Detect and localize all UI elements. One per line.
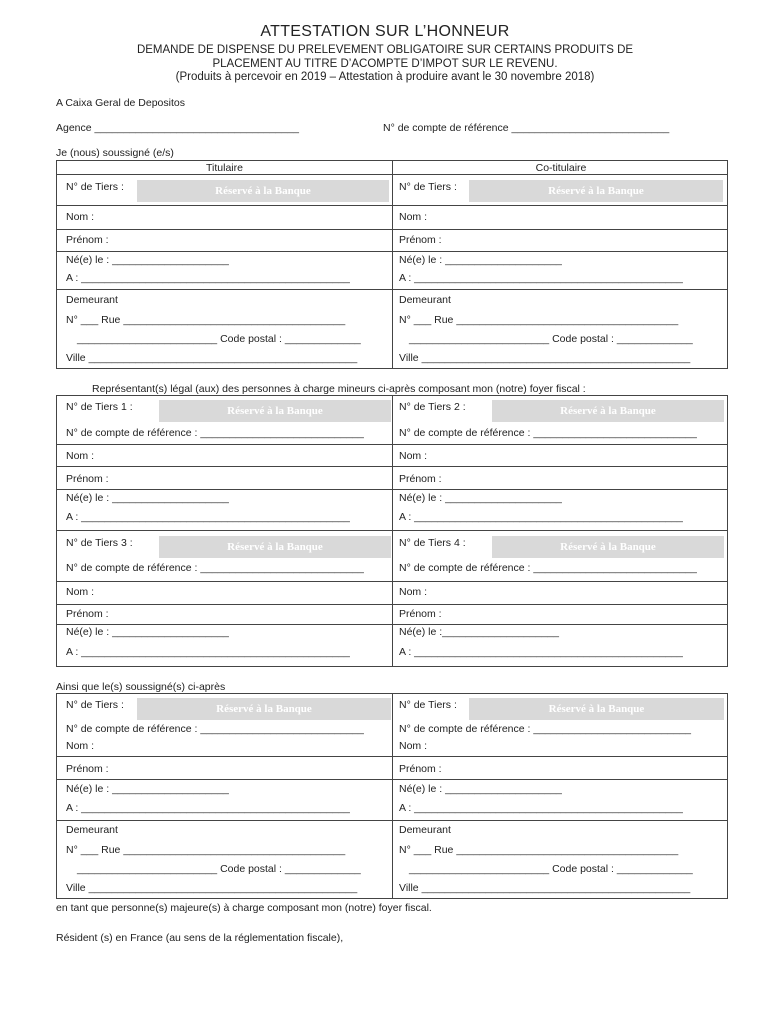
tiers-3-label: N° de Tiers 3 : bbox=[66, 537, 133, 549]
cosignatory-code-postal[interactable]: ________________________ Code postal : _____________ bbox=[409, 863, 693, 875]
tiers-1-birthdate[interactable]: Né(e) le : ____________________ bbox=[66, 492, 229, 504]
signatory-reserved-box: Réservé à la Banque bbox=[137, 698, 391, 720]
tiers-3-prenom[interactable]: Prénom : bbox=[66, 608, 109, 620]
titulaire-rue[interactable]: N° ___ Rue ______________________________________ bbox=[66, 314, 346, 326]
signatory-account[interactable]: N° de compte de référence : ____________________________ bbox=[66, 723, 364, 735]
signatory-demeurant: Demeurant bbox=[66, 824, 118, 836]
tiers-1-prenom[interactable]: Prénom : bbox=[66, 473, 109, 485]
titulaire-birthplace[interactable]: A : ______________________________________________ bbox=[66, 272, 350, 284]
cotitulaire-demeurant: Demeurant bbox=[399, 294, 451, 306]
holders-table bbox=[56, 160, 728, 369]
titulaire-code-postal[interactable]: ________________________ Code postal : _____________ bbox=[77, 333, 361, 345]
titulaire-birthdate[interactable]: Né(e) le : ____________________ bbox=[66, 254, 229, 266]
cotitulaire-ville[interactable]: Ville ______________________________________________ bbox=[399, 352, 691, 364]
cosignatory-birthdate[interactable]: Né(e) le : ____________________ bbox=[399, 783, 562, 795]
cotitulaire-rue[interactable]: N° ___ Rue ______________________________________ bbox=[399, 314, 679, 326]
cotitulaire-tiers-label: N° de Tiers : bbox=[399, 181, 457, 193]
tiers-3-birthdate[interactable]: Né(e) le : ____________________ bbox=[66, 626, 229, 638]
tiers-4-birthplace[interactable]: A : ______________________________________________ bbox=[399, 646, 683, 658]
tiers-2-birthdate[interactable]: Né(e) le : ____________________ bbox=[399, 492, 562, 504]
cosignatory-prenom[interactable]: Prénom : bbox=[399, 763, 442, 775]
tiers-4-prenom[interactable]: Prénom : bbox=[399, 608, 442, 620]
tiers-4-nom[interactable]: Nom : bbox=[399, 586, 428, 598]
tiers-4-birthdate[interactable]: Né(e) le :____________________ bbox=[399, 626, 559, 638]
signatory-birthplace[interactable]: A : ______________________________________________ bbox=[66, 802, 350, 814]
subtitle-line-2: PLACEMENT AU TITRE D’ACOMPTE D’IMPOT SUR LE REVENU. bbox=[212, 58, 558, 70]
document-title: ATTESTATION SUR L’HONNEUR bbox=[260, 23, 510, 40]
signatory-prenom[interactable]: Prénom : bbox=[66, 763, 109, 775]
signatory-birthdate[interactable]: Né(e) le : ____________________ bbox=[66, 783, 229, 795]
signatory-ville[interactable]: Ville ______________________________________________ bbox=[66, 882, 358, 894]
majeures-statement: en tant que personne(s) majeure(s) à charge composant mon (notre) foyer fiscal. bbox=[56, 902, 432, 914]
tiers-1-account[interactable]: N° de compte de référence : ____________________________ bbox=[66, 427, 364, 439]
tiers-1-label: N° de Tiers 1 : bbox=[66, 401, 133, 413]
cotitulaire-birthplace[interactable]: A : ______________________________________________ bbox=[399, 272, 683, 284]
tiers-3-account[interactable]: N° de compte de référence : ____________________________ bbox=[66, 562, 364, 574]
soussigne-label: Je (nous) soussigné (e/s) bbox=[56, 147, 174, 159]
signatories-table bbox=[56, 693, 728, 899]
cotitulaire-prenom[interactable]: Prénom : bbox=[399, 234, 442, 246]
tiers-2-nom[interactable]: Nom : bbox=[399, 450, 428, 462]
titulaire-nom[interactable]: Nom : bbox=[66, 211, 95, 223]
titulaire-prenom[interactable]: Prénom : bbox=[66, 234, 109, 246]
signatory-tiers-label: N° de Tiers : bbox=[66, 699, 124, 711]
bank-name: A Caixa Geral de Depositos bbox=[56, 97, 185, 109]
cosignatory-nom[interactable]: Nom : bbox=[399, 740, 428, 752]
signatory-code-postal[interactable]: ________________________ Code postal : _____________ bbox=[77, 863, 361, 875]
ainsi-label: Ainsi que le(s) soussigné(s) ci-après bbox=[56, 681, 226, 693]
cosignatory-account[interactable]: N° de compte de référence : ___________________________ bbox=[399, 723, 692, 735]
tiers-1-birthplace[interactable]: A : ______________________________________________ bbox=[66, 511, 350, 523]
subtitle-line-3: (Produits à percevoir en 2019 – Attestation à produire avant le 30 novembre 2018) bbox=[175, 71, 595, 83]
cosignatory-birthplace[interactable]: A : ______________________________________________ bbox=[399, 802, 683, 814]
tiers-2-label: N° de Tiers 2 : bbox=[399, 401, 466, 413]
cosignatory-reserved-box: Réservé à la Banque bbox=[469, 698, 724, 720]
representants-label: Représentant(s) légal (aux) des personnes à charge mineurs ci-après composant mon (notre) foyer fiscal : bbox=[92, 383, 586, 395]
cosignatory-ville[interactable]: Ville ______________________________________________ bbox=[399, 882, 691, 894]
tiers-2-birthplace[interactable]: A : ______________________________________________ bbox=[399, 511, 683, 523]
tiers-3-birthplace[interactable]: A : ______________________________________________ bbox=[66, 646, 350, 658]
titulaire-tiers-label: N° de Tiers : bbox=[66, 181, 124, 193]
reference-account-field[interactable]: N° de compte de référence ___________________________ bbox=[383, 122, 670, 134]
tiers-3-nom[interactable]: Nom : bbox=[66, 586, 95, 598]
tiers-2-account[interactable]: N° de compte de référence : ____________________________ bbox=[399, 427, 697, 439]
tiers-3-reserved-box: Réservé à la Banque bbox=[159, 536, 391, 558]
titulaire-reserved-box: Réservé à la Banque bbox=[137, 180, 389, 202]
titulaire-header: Titulaire bbox=[206, 162, 243, 174]
signatory-nom[interactable]: Nom : bbox=[66, 740, 95, 752]
tiers-4-account[interactable]: N° de compte de référence : ____________________________ bbox=[399, 562, 697, 574]
subtitle-line-1: DEMANDE DE DISPENSE DU PRELEVEMENT OBLIGATOIRE SUR CERTAINS PRODUITS DE bbox=[136, 44, 634, 56]
tiers-4-reserved-box: Réservé à la Banque bbox=[492, 536, 724, 558]
cosignatory-demeurant: Demeurant bbox=[399, 824, 451, 836]
titulaire-demeurant: Demeurant bbox=[66, 294, 118, 306]
titulaire-ville[interactable]: Ville ______________________________________________ bbox=[66, 352, 358, 364]
cotitulaire-code-postal[interactable]: ________________________ Code postal : _____________ bbox=[409, 333, 693, 345]
cotitulaire-birthdate[interactable]: Né(e) le : ____________________ bbox=[399, 254, 562, 266]
cotitulaire-header: Co-titulaire bbox=[535, 162, 587, 174]
cosignatory-rue[interactable]: N° ___ Rue ______________________________________ bbox=[399, 844, 679, 856]
tiers-2-reserved-box: Réservé à la Banque bbox=[492, 400, 724, 422]
agence-field[interactable]: Agence ___________________________________ bbox=[56, 122, 299, 134]
dependents-table bbox=[56, 395, 728, 667]
cotitulaire-reserved-box: Réservé à la Banque bbox=[469, 180, 723, 202]
tiers-1-reserved-box: Réservé à la Banque bbox=[159, 400, 391, 422]
signatory-rue[interactable]: N° ___ Rue ______________________________________ bbox=[66, 844, 346, 856]
tiers-1-nom[interactable]: Nom : bbox=[66, 450, 95, 462]
tiers-4-label: N° de Tiers 4 : bbox=[399, 537, 466, 549]
cosignatory-tiers-label: N° de Tiers : bbox=[399, 699, 457, 711]
cotitulaire-nom[interactable]: Nom : bbox=[399, 211, 428, 223]
resident-statement: Résident (s) en France (au sens de la réglementation fiscale), bbox=[56, 932, 344, 944]
tiers-2-prenom[interactable]: Prénom : bbox=[399, 473, 442, 485]
